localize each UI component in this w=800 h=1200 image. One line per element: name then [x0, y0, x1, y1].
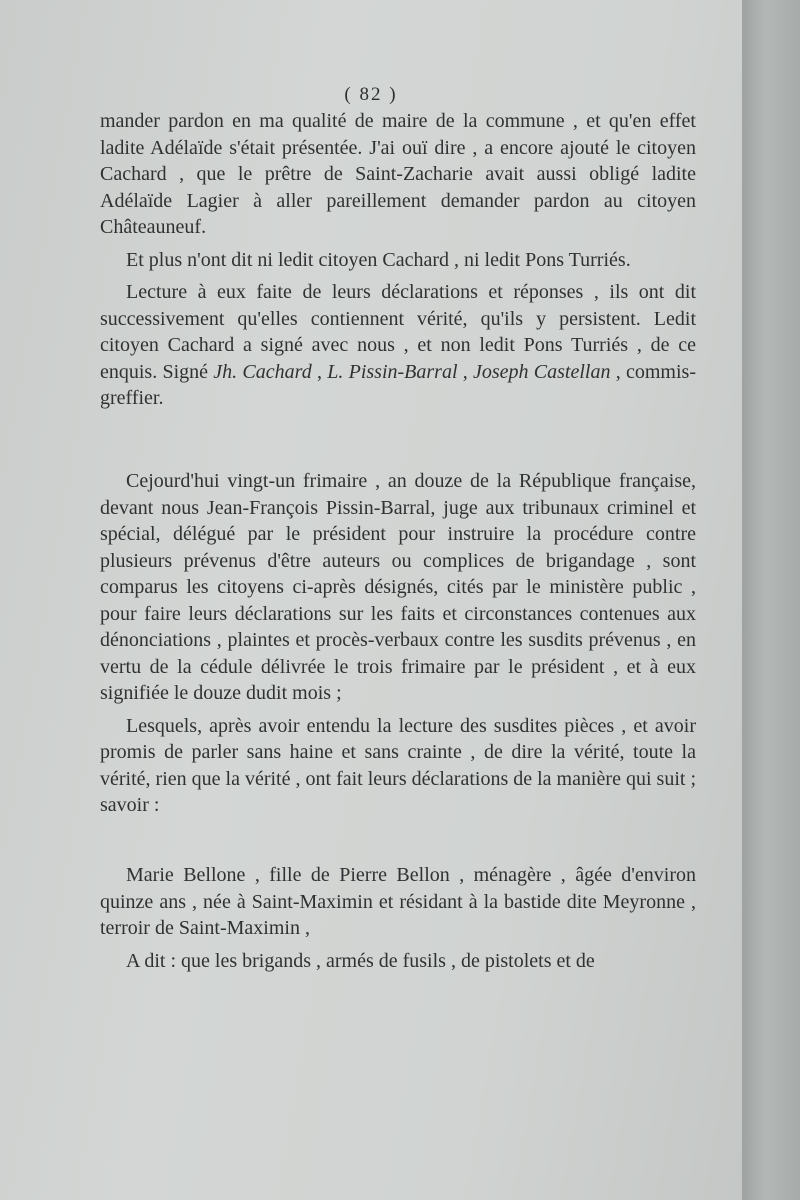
- paragraph: A dit : que les brigands , armés de fusils , de pistolets et de: [126, 949, 595, 972]
- page-number: ( 82 ): [344, 84, 398, 105]
- paragraph: Marie Bellone , fille de Pierre Bellon , ménagère , âgée d'environ quinze ans , née à Saint-Maximin et résidant à la bastide dite Meyronne , terroir de Saint-Maximin ,: [100, 864, 696, 939]
- text-block-witness: [100, 862, 696, 980]
- signature-pissin-barral: L. Pissin-Barral: [327, 360, 458, 383]
- paragraph: Lesquels, après avoir entendu la lecture des susdites pièces , et avoir promis de parler sans haine et sans crainte , de dire la vérité, toute la vérité, rien que la vérité , ont fait leurs déclarations de la manière qui suit ; savoir :: [100, 714, 696, 816]
- paragraph-text: commis-greffier.: [100, 360, 696, 409]
- paragraph: mander pardon en ma qualité de maire de la commune , et qu'en effet ladite Adélaïde s'était présentée. J'ai ouï dire , a encore ajouté le citoyen Cachard , que le prêtre de Saint-Zacharie avait aussi obligé ladite Adélaïde Lagier à aller pareillement demander pardon au citoyen Châteauneuf.: [100, 110, 696, 238]
- text-block-session-opening: [100, 468, 696, 825]
- text-block-deposition-end: [100, 108, 696, 418]
- paragraph-signatures: Lecture à eux faite de leurs déclarations et réponses , ils ont dit successivement qu'elles contiennent vérité, qu'ils y persistent. Ledit citoyen Cachard a signé avec nous , et non ledit Pons Turriés , de ce enquis. Signé Jh. Cachard , L. Pissin-Barral , Joseph Castellan , commis-greffier.: [100, 281, 696, 409]
- paragraph: Cejourd'hui vingt-un frimaire , an douze de la République française, devant nous Jean-François Pissin-Barral, juge aux tribunaux criminel et spécial, délégué par le président pour instruire la procédure contre plusieurs prévenus d'être auteurs ou complices de brigandage , sont comparus les citoyens ci-après désignés, cités par le ministère public , pour faire leurs déclarations sur les faits et circonstances contenues aux dénonciations , plaintes et procès-verbaux contre les susdits prévenus , en vertu de la cédule délivrée le trois frimaire par le président , et à eux signifiée le douze dudit mois ;: [100, 470, 696, 704]
- paragraph: Et plus n'ont dit ni ledit citoyen Cachard , ni ledit Pons Turriés.: [126, 248, 631, 271]
- signature-castellan: Joseph Castellan: [473, 360, 611, 383]
- next-page-edge: [742, 0, 800, 1200]
- paragraph-text: Lecture à eux faite de leurs déclarations et réponses , ils ont dit successivement qu'elles contiennent vérité, qu'ils y persistent. Ledit citoyen Cachard a signé avec nous , et non ledit Pons Turriés , de ce enquis. Signé: [100, 281, 696, 383]
- signature-cachard: Jh. Cachard: [213, 360, 312, 383]
